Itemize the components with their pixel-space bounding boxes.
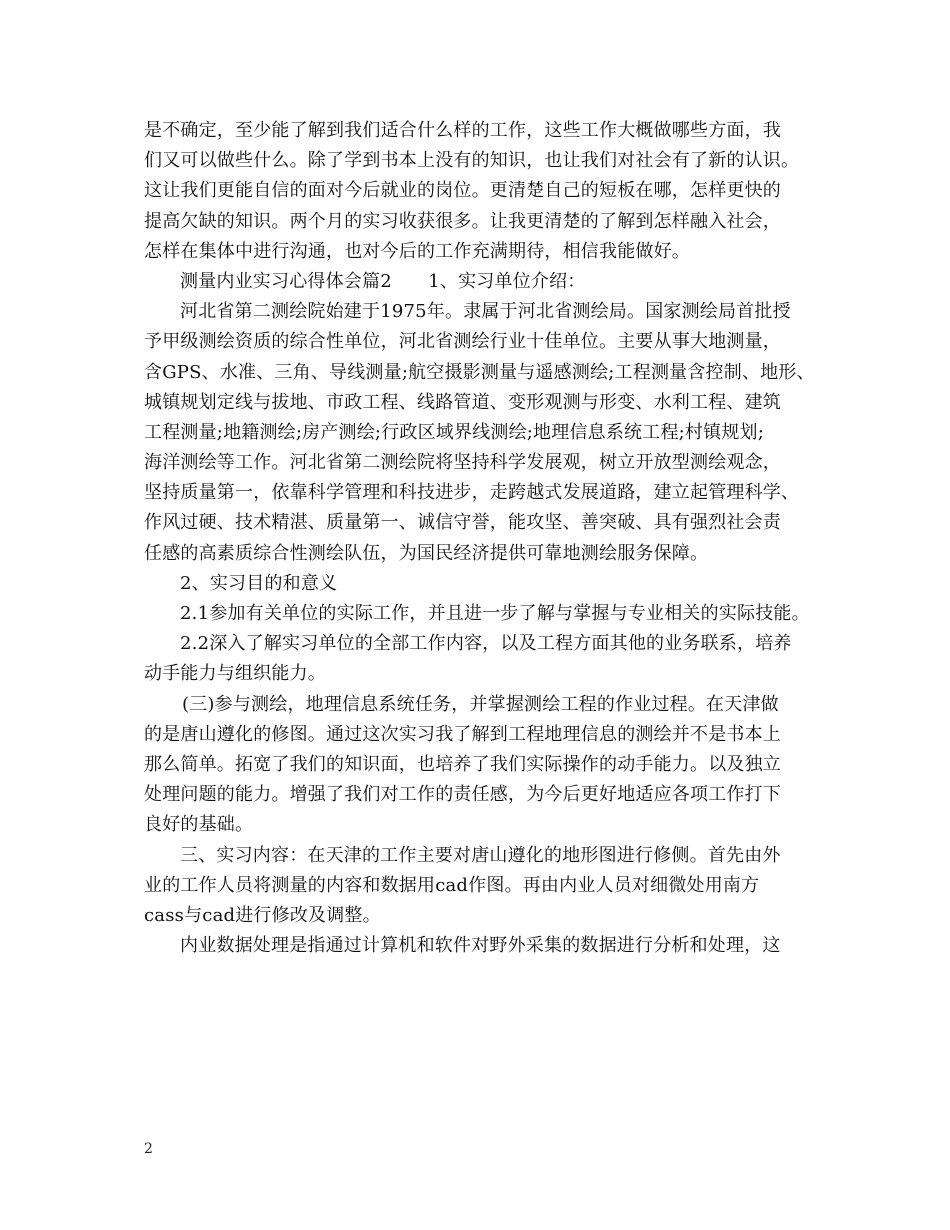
text-line: 工程测量;地籍测绘;房产测绘;行政区域界线测绘;地理信息系统工程;村镇规划; — [144, 421, 764, 443]
text-line: 予甲级测绘资质的综合性单位，河北省测绘行业十佳单位。主要从事大地测量， — [144, 331, 781, 353]
text-line: 河北省第二测绘院始建于1975年。隶属于河北省测绘局。国家测绘局首批授 — [180, 301, 791, 323]
text-line: 业的工作人员将测量的内容和数据用cad作图。再由内业人员对细微处用南方 — [144, 874, 760, 896]
text-line: 任感的高素质综合性测绘队伍，为国民经济提供可靠地测绘服务保障。 — [144, 542, 709, 564]
text-line: 们又可以做些什么。除了学到书本上没有的知识，也让我们对社会有了新的认识。 — [144, 150, 800, 172]
text-line: 三、实习内容：在天津的工作主要对唐山遵化的地形图进行修侧。首先由外 — [180, 844, 781, 866]
text-line: 良好的基础。 — [144, 814, 254, 836]
text-line: 城镇规划定线与拔地、市政工程、线路管道、变形观测与形变、水利工程、建筑 — [144, 391, 781, 413]
text-line: 2.1参加有关单位的实际工作，并且进一步了解与掌握与专业相关的实际技能。 — [180, 603, 810, 624]
text-line: 2.2深入了解实习单位的全部工作内容，以及工程方面其他的业务联系，培养 — [180, 633, 792, 655]
text-line: 作风过硬、技术精湛、质量第一、诚信守誉，能攻坚、善突破、具有强烈社会责 — [144, 512, 781, 534]
text-line: 动手能力与组织能力。 — [144, 663, 326, 685]
text-line: 含GPS、水准、三角、导线测量;航空摄影测量与遥感测绘;工程测量含控制、地形、 — [144, 361, 815, 383]
text-line: 海洋测绘等工作。河北省第二测绘院将坚持科学发展观，树立开放型测绘观念， — [144, 452, 781, 474]
text-line: 是不确定，至少能了解到我们适合什么样的工作，这些工作大概做哪些方面，我 — [144, 120, 781, 141]
text-line: (三)参与测绘，地理信息系统任务，并掌握测绘工程的作业过程。在天津做 — [182, 693, 779, 715]
text-line: 的是唐山遵化的修图。通过这次实习我了解到工程地理信息的测绘并不是书本上 — [144, 723, 781, 745]
text-line: 2、实习目的和意义 — [180, 572, 338, 594]
text-line: 那么简单。拓宽了我们的知识面，也培养了我们实际操作的动手能力。以及独立 — [144, 753, 781, 775]
text-line: cass与cad进行修改及调整。 — [144, 904, 381, 926]
text-line: 测量内业实习心得体会篇2 1、实习单位介绍： — [180, 270, 586, 292]
page-number: 2 — [144, 1141, 153, 1157]
text-line: 处理问题的能力。增强了我们对工作的责任感，为今后更好地适应各项工作打下 — [144, 784, 781, 806]
text-line: 内业数据处理是指通过计算机和软件对野外采集的数据进行分析和处理，这 — [180, 935, 781, 957]
text-line: 怎样在集体中进行沟通，也对今后的工作充满期待，相信我能做好。 — [144, 240, 690, 262]
document-body — [144, 116, 824, 961]
text-line: 这让我们更能自信的面对今后就业的岗位。更清楚自己的短板在哪，怎样更快的 — [144, 180, 781, 202]
text-line: 提高欠缺的知识。两个月的实习收获很多。让我更清楚的了解到怎样融入社会， — [144, 210, 781, 232]
text-line: 坚持质量第一，依靠科学管理和科技进步，走跨越式发展道路，建立起管理科学、 — [144, 482, 800, 504]
